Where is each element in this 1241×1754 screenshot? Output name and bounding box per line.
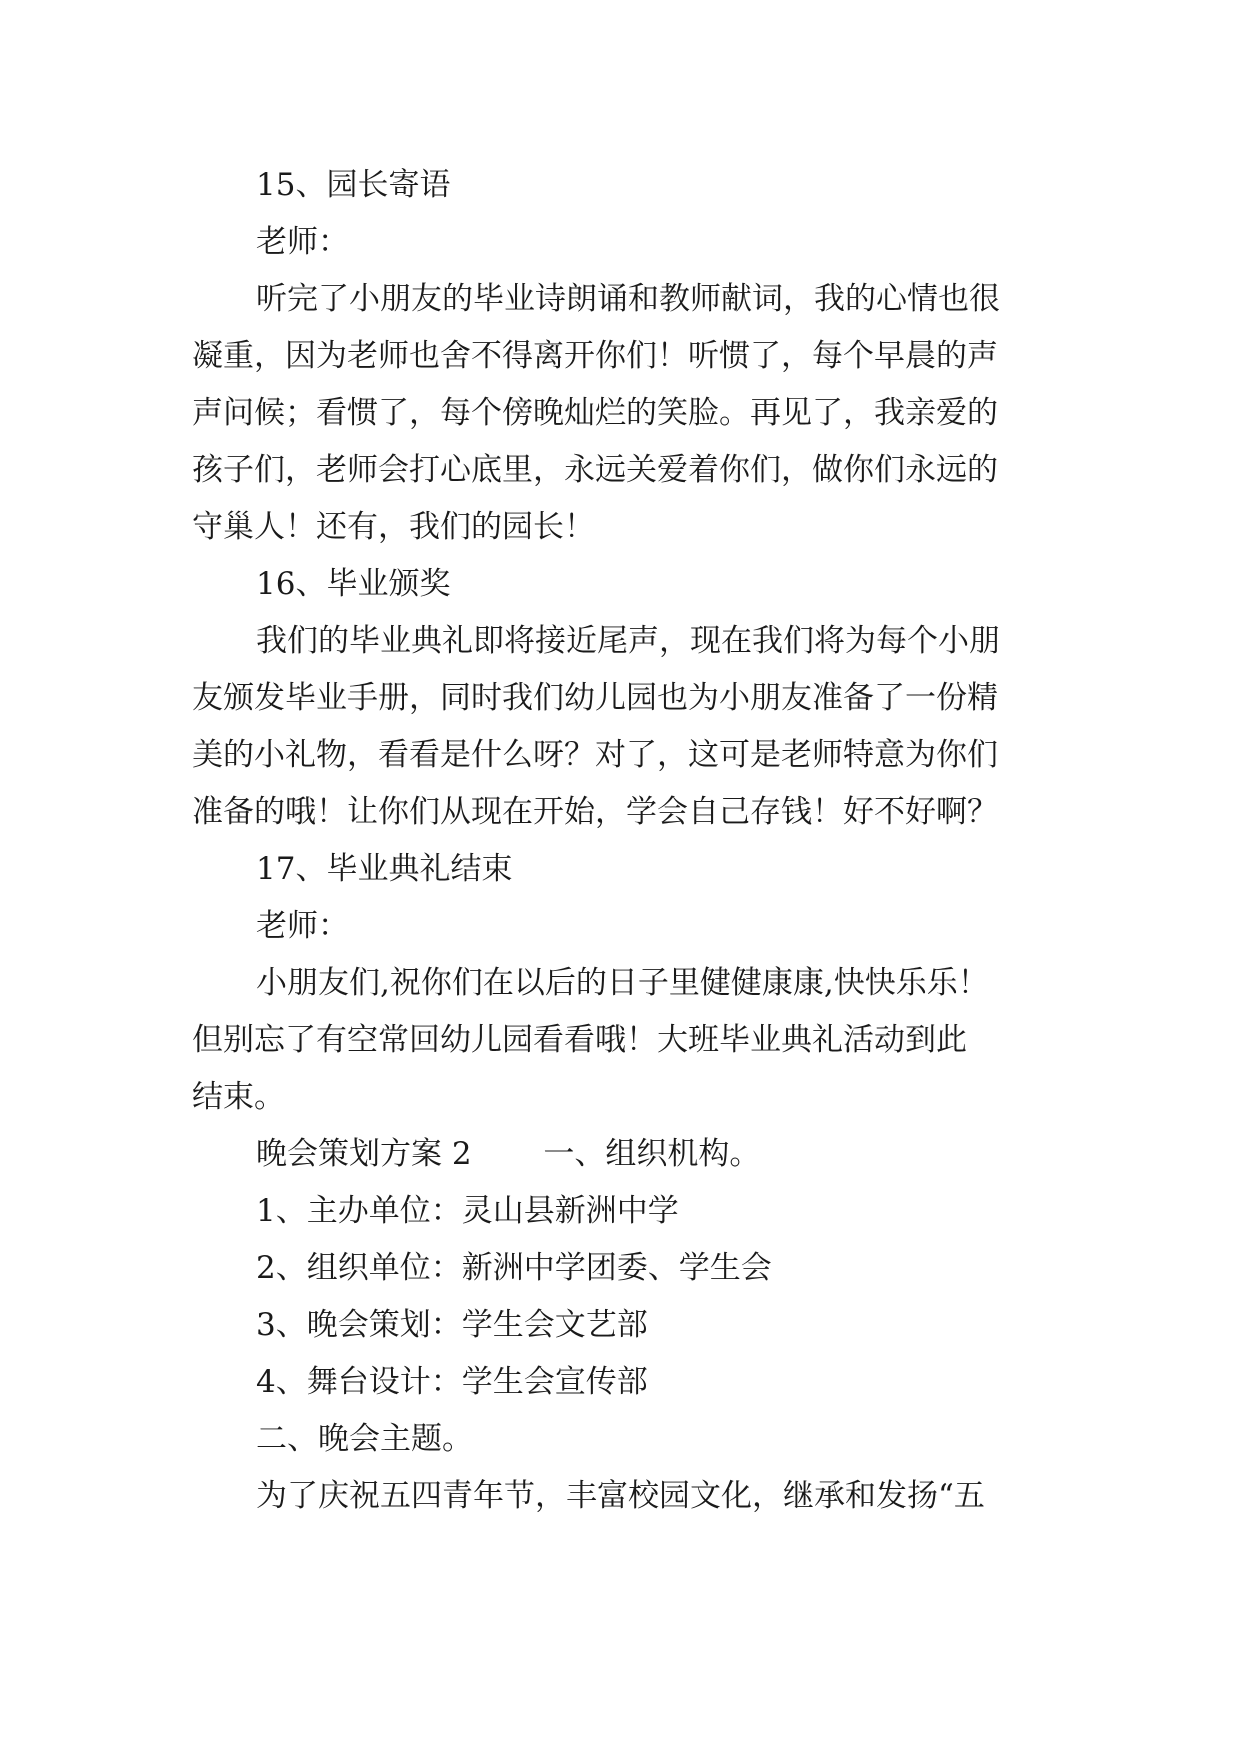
paragraph-line: 守巢人！还有，我们的园长！ xyxy=(192,509,595,545)
section-heading-15: 15、园长寄语 xyxy=(256,167,451,203)
section-heading-16: 16、毕业颁奖 xyxy=(256,566,451,602)
speaker-label: 老师： xyxy=(256,224,349,260)
section-heading-17: 17、毕业典礼结束 xyxy=(256,851,513,887)
list-item: 1、主办单位：灵山县新洲中学 xyxy=(256,1193,679,1229)
list-item: 4、舞台设计：学生会宣传部 xyxy=(256,1364,648,1400)
list-item: 3、晚会策划：学生会文艺部 xyxy=(256,1307,648,1343)
paragraph-line: 为了庆祝五四青年节，丰富校园文化，继承和发扬“五 xyxy=(256,1478,985,1514)
paragraph-line: 但别忘了有空常回幼儿园看看哦！大班毕业典礼活动到此 xyxy=(192,1022,967,1058)
paragraph-line: 声问候；看惯了，每个傍晚灿烂的笑脸。再见了，我亲爱的 xyxy=(192,395,998,431)
list-item: 2、组织单位：新洲中学团委、学生会 xyxy=(256,1250,772,1286)
speaker-label: 老师： xyxy=(256,908,349,944)
paragraph-line: 凝重，因为老师也舍不得离开你们！听惯了，每个早晨的声 xyxy=(192,338,998,374)
paragraph-line: 小朋友们,祝你们在以后的日子里健健康康,快快乐乐！ xyxy=(256,965,989,1001)
section-heading-theme: 二、晚会主题。 xyxy=(256,1421,473,1457)
paragraph-line: 友颁发毕业手册，同时我们幼儿园也为小朋友准备了一份精 xyxy=(192,680,998,716)
paragraph-line: 美的小礼物，看看是什么呀？对了，这可是老师特意为你们 xyxy=(192,737,998,773)
paragraph-line: 孩子们，老师会打心底里，永远关爱着你们，做你们永远的 xyxy=(192,452,998,488)
paragraph-line: 准备的哦！让你们从现在开始，学会自己存钱！好不好啊？ xyxy=(192,794,998,830)
section-heading-plan-2: 晚会策划方案 2 一、组织机构。 xyxy=(256,1136,761,1172)
paragraph-line: 结束。 xyxy=(192,1079,285,1115)
paragraph-line: 听完了小朋友的毕业诗朗诵和教师献词，我的心情也很 xyxy=(256,281,1000,317)
paragraph-line: 我们的毕业典礼即将接近尾声，现在我们将为每个小朋 xyxy=(256,623,1000,659)
